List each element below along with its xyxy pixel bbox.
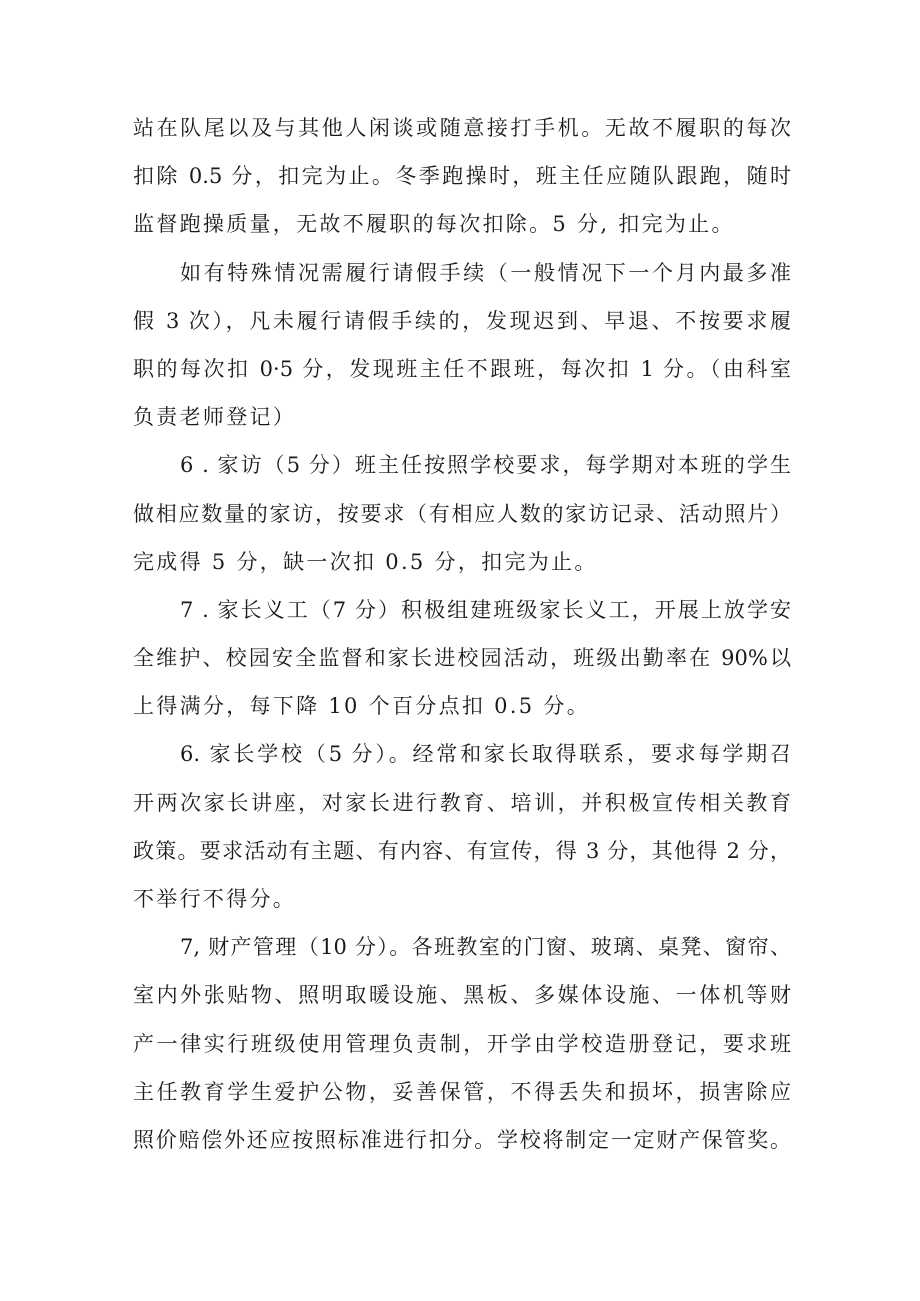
text-line: 做相应数量的家访，按要求（有相应人数的家访记录、活动照片） (133, 501, 791, 526)
paragraph (133, 249, 791, 442)
document-page (133, 104, 791, 1164)
text-line: 室内外张贴物、照明取暖设施、黑板、多媒体设施、一体机等财 (133, 983, 791, 1008)
text-line: 不举行不得分。 (133, 887, 297, 911)
paragraph (133, 441, 791, 586)
text-line: 负责老师登记） (133, 405, 297, 430)
text-line: 职的每次扣 0·5 分，发现班主任不跟班，每次扣 1 分。（由科室 (133, 356, 791, 381)
text-line: 政策。要求活动有主题、有内容、有宣传，得 3 分，其他得 2 分， (133, 838, 791, 863)
paragraph (133, 104, 791, 249)
text-line: 如有特殊情况需履行请假手续（一般情况下一个月内最多准 (180, 260, 791, 285)
text-line: 6. 家长学校（5 分）。经常和家长取得联系，要求每学期召 (180, 742, 791, 767)
paragraph (133, 730, 791, 923)
text-line: 完成得 5 分，缺一次扣 0.5 分，扣完为止。 (133, 549, 598, 574)
text-line: 照价赔偿外还应按照标准进行扣分。学校将制定一定财产保管奖。 (133, 1127, 791, 1152)
text-line: 监督跑操质量，无故不履职的每次扣除。5 分, 扣完为止。 (133, 212, 735, 237)
text-line: 7, 财产管理（10 分）。各班教室的门窗、玻璃、桌凳、窗帘、 (180, 935, 791, 960)
text-line: 站在队尾以及与其他人闲谈或随意接打手机。无故不履职的每次 (133, 116, 791, 140)
text-line: 主任教育学生爱护公物，妥善保管，不得丢失和损坏，损害除应 (133, 1079, 791, 1104)
text-line: 全维护、校园安全监督和家长进校园活动，班级出勤率在 90%以 (133, 646, 791, 671)
text-line: 假 3 次），凡未履行请假手续的，发现迟到、早退、不按要求履 (133, 308, 791, 333)
text-line: 开两次家长讲座，对家长进行教育、培训，并积极宣传相关教育 (133, 790, 791, 815)
text-line: 扣除 0.5 分，扣完为止。冬季跑操时，班主任应随队跟跑，随时 (133, 164, 791, 189)
paragraph (133, 923, 791, 1164)
text-line: 7 . 家长义工（7 分）积极组建班级家长义工，开展上放学安 (180, 597, 791, 622)
paragraph (133, 586, 791, 731)
text-line: 上得满分，每下降 10 个百分点扣 0.5 分。 (133, 694, 591, 719)
text-line: 产一律实行班级使用管理负责制，开学由学校造册登记，要求班 (133, 1031, 791, 1056)
text-line: 6 . 家访（5 分）班主任按照学校要求，每学期对本班的学生 (180, 453, 791, 478)
